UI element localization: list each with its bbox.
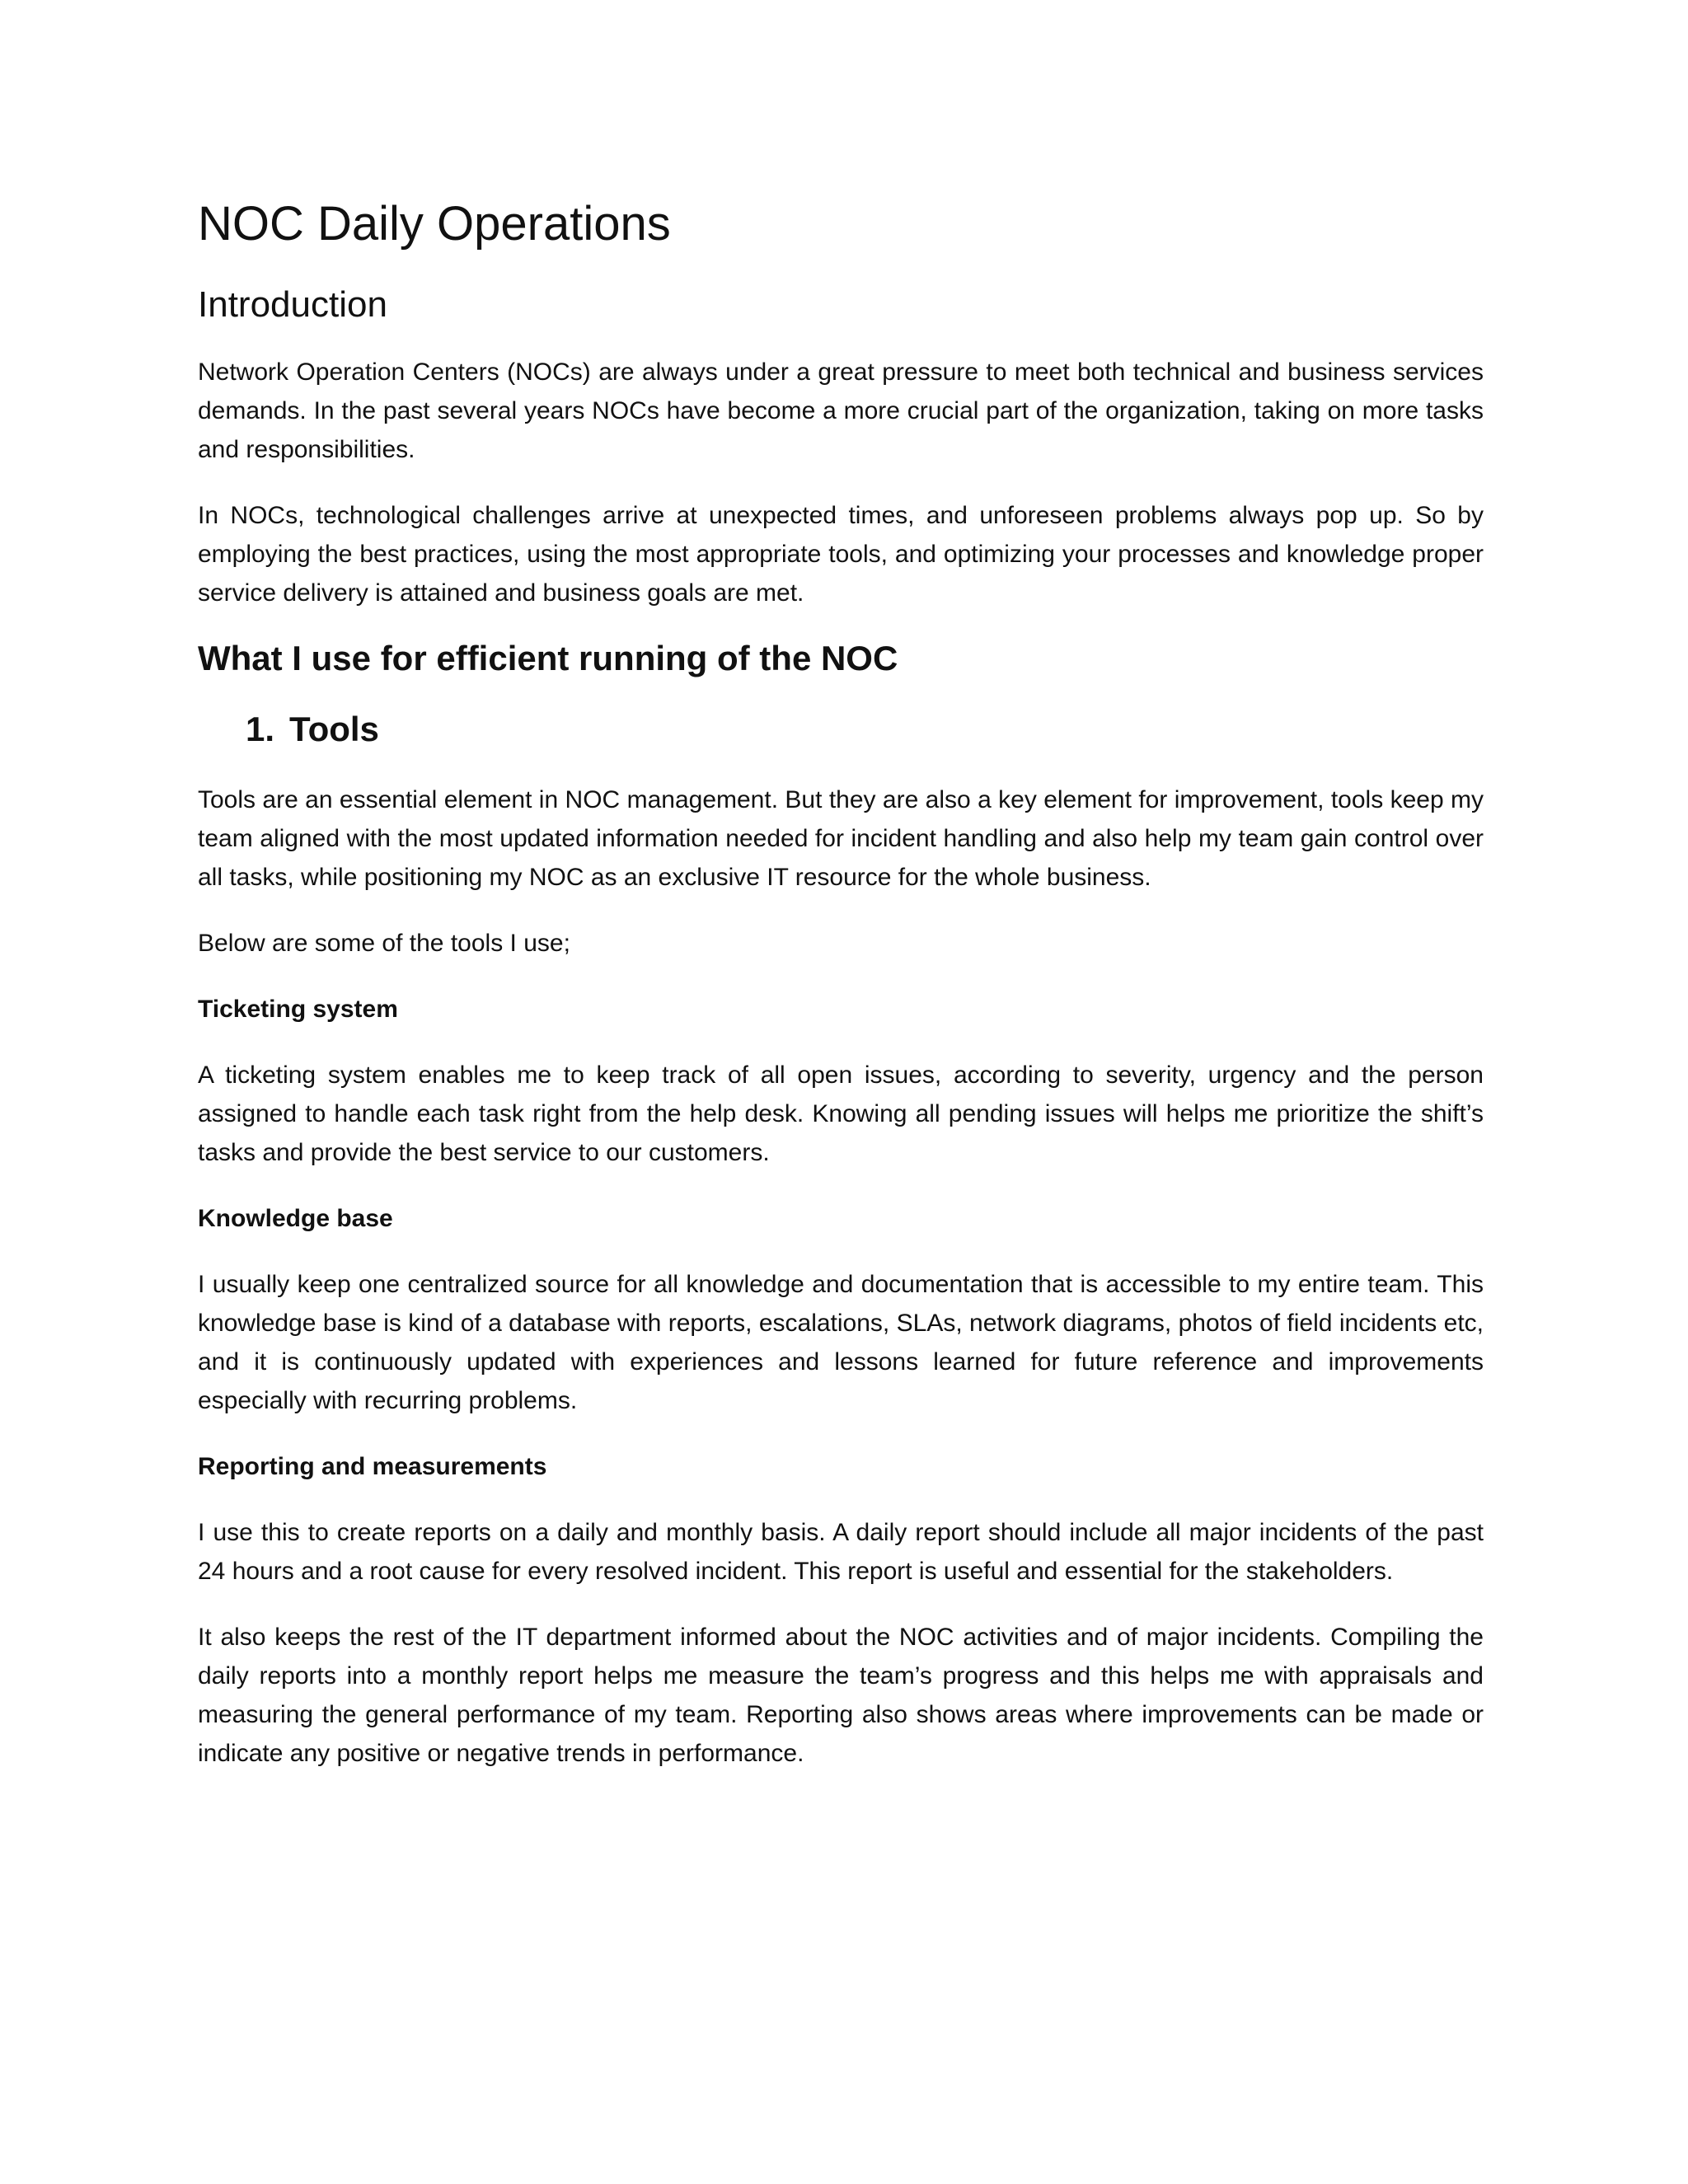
document-title: NOC Daily Operations xyxy=(198,197,671,251)
introduction-paragraph-1: Network Operation Centers (NOCs) are always under a great pressure to meet both technical and business services demands. In the past several years NOCs have become a more crucial part of the organization, taking on more tasks and responsibilities. xyxy=(198,359,1484,464)
tools-number: 1. xyxy=(246,710,275,749)
reporting-paragraph-2: It also keeps the rest of the IT department informed about the NOC activities and of major incidents. Compiling the daily reports into a monthly report helps me measure the team’s progress and this helps me with appraisals and measuring the general performance of my team. Reporting also shows areas where improvements can be made or indicate any positive or negative trends in performance. xyxy=(198,1623,1484,1767)
tools-title: Tools xyxy=(289,710,379,749)
tools-list-intro: Below are some of the tools I use; xyxy=(198,929,570,957)
introduction-heading: Introduction xyxy=(198,284,387,325)
knowledge-base-paragraph: I usually keep one centralized source for all knowledge and documentation that is accessible to my entire team. This knowledge base is kind of a database with reports, escalations, SLAs, network diagrams, photos of field incidents etc, and it is continuously updated with experiences and lessons learned for future reference and improvements especially with recurring problems. xyxy=(198,1270,1484,1414)
efficient-running-heading: What I use for efficient running of the NOC xyxy=(198,639,898,678)
ticketing-system-paragraph: A ticketing system enables me to keep track of all open issues, according to severity, urgency and the person assigned to handle each task right from the help desk. Knowing all pending issues will helps me prioritize the shift’s tasks and provide the best service to our customers. xyxy=(198,1061,1484,1166)
ticketing-system-heading: Ticketing system xyxy=(198,995,398,1023)
knowledge-base-heading: Knowledge base xyxy=(198,1204,393,1232)
reporting-paragraph-1: I use this to create reports on a daily and monthly basis. A daily report should include all major incidents of the past 24 hours and a root cause for every resolved incident. This report is useful and essential for the stakeholders. xyxy=(198,1518,1484,1585)
reporting-measurements-heading: Reporting and measurements xyxy=(198,1452,547,1480)
tools-heading xyxy=(246,710,1484,748)
tools-paragraph: Tools are an essential element in NOC management. But they are also a key element for improvement, tools keep my team aligned with the most updated information needed for incident handling and also help my team gain control over all tasks, while positioning my NOC as an exclusive IT resource for the whole business. xyxy=(198,785,1484,891)
document-content xyxy=(198,198,1484,1800)
introduction-paragraph-2: In NOCs, technological challenges arrive at unexpected times, and unforeseen problems always pop up. So by employing the best practices, using the most appropriate tools, and optimizing your processes and knowledge proper service delivery is attained and business goals are met. xyxy=(198,502,1484,607)
